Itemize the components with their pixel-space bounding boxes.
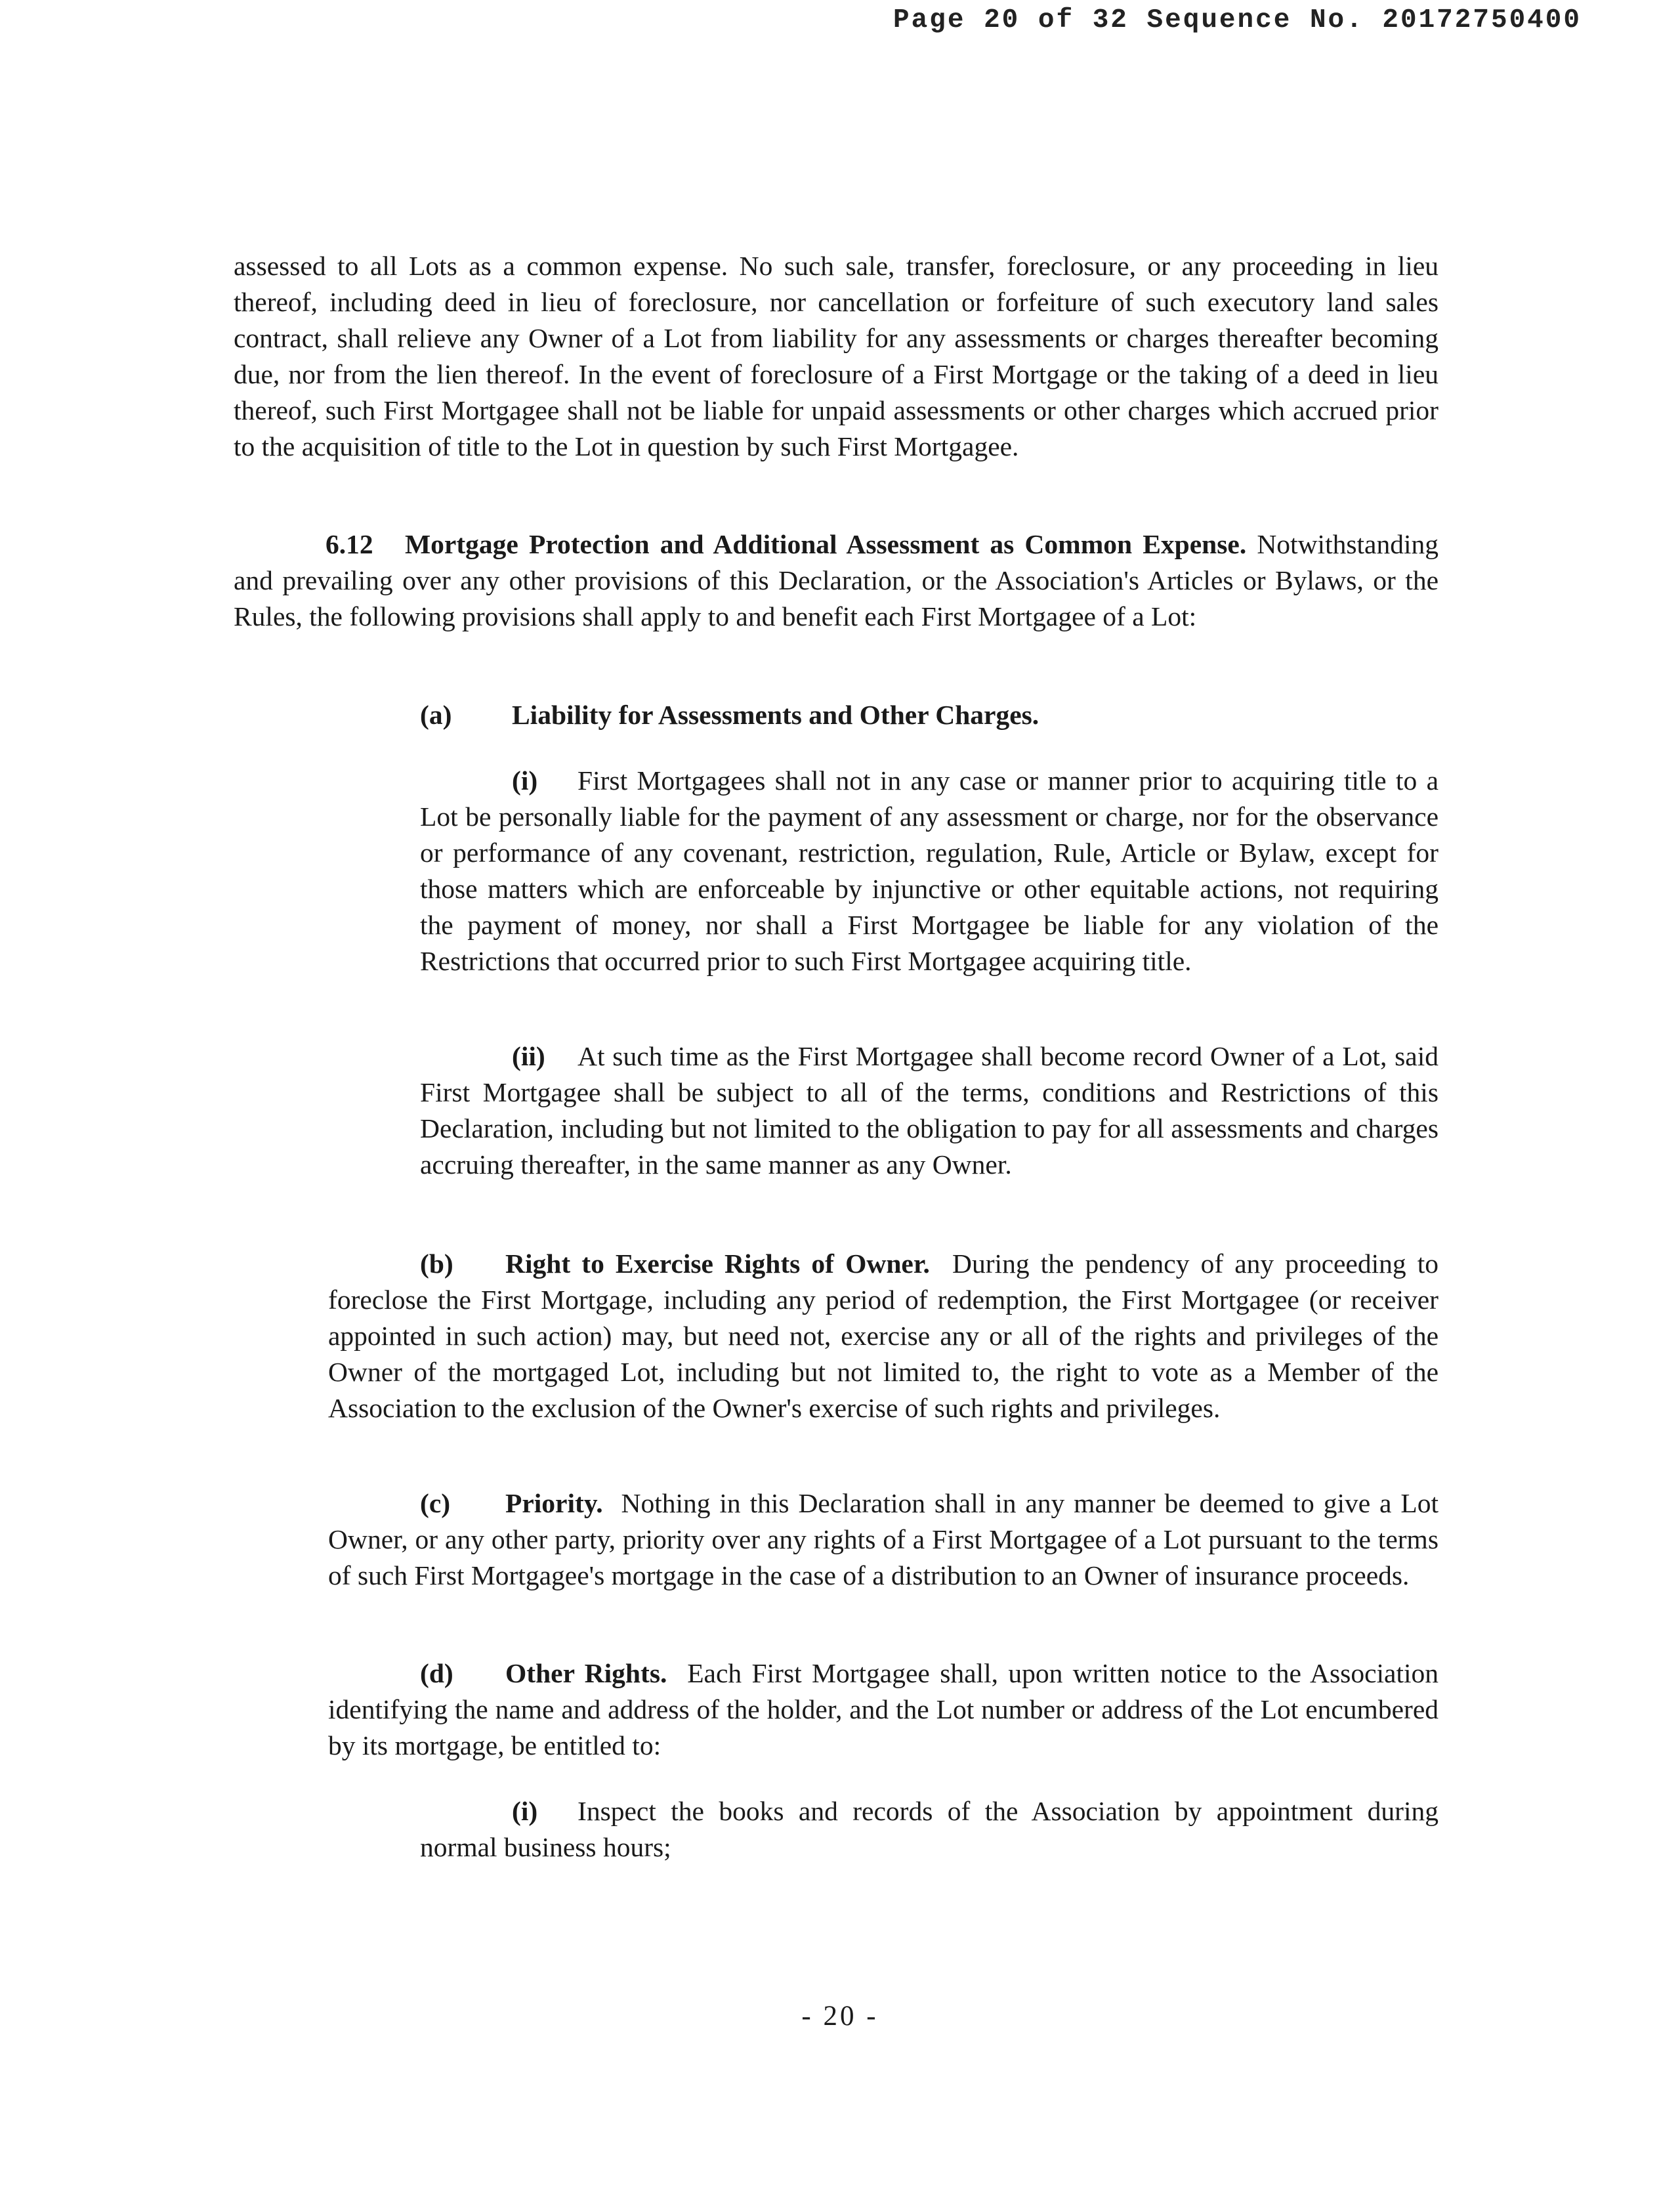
section-6-12 (234, 526, 1438, 635)
subsection-label: (c) (420, 1488, 451, 1518)
item-label: (i) (512, 765, 538, 796)
paragraph-text: assessed to all Lots as a common expense. No such sale, transfer, foreclosure, or any proceeding in lieu thereof, including deed in lieu of foreclosure, nor cancellation or forfeiture of such executory land sales contract, shall relieve any Owner of a Lot from liability for any assessments or charges thereafter becoming due, nor from the lien thereof. In the event of foreclosure of a First Mortgage or the taking of a deed in lieu thereof, such First Mortgagee shall not be liable for unpaid assessments or other charges which accrued prior to the acquisition of title to the Lot in question by such First Mortgagee. (234, 251, 1438, 461)
section-heading: Mortgage Protection and Additional Assessment as Common Expense. (405, 529, 1247, 559)
subsection-heading: Priority. (505, 1488, 603, 1518)
subsection-c (328, 1485, 1438, 1594)
subsection-text: Each First Mortgagee shall, upon written notice to the Association identifying the name and address of the holder, and the Lot number or address of the Lot encumbered by its mortgage, be entitled to: (328, 1658, 1439, 1760)
item-text: At such time as the First Mortgagee shall become record Owner of a Lot, said First Mortgagee shall be subject to all of the terms, conditions and Restrictions of this Declaration, including but not limited to the obligation to pay for all assessments and charges accruing thereafter, in the same manner as any Owner. (420, 1041, 1438, 1180)
item-label: (i) (512, 1796, 538, 1826)
subsection-d-item-i (420, 1793, 1438, 1865)
item-text: Inspect the books and records of the Association by appointment during normal business hours; (420, 1796, 1438, 1862)
page-header: Page 20 of 32 Sequence No. 20172750400 (893, 5, 1582, 35)
subsection-a-item-i (420, 763, 1438, 979)
page-number: - 20 - (801, 2001, 879, 2032)
subsection-a-item-ii (420, 1038, 1438, 1183)
subsection-text: Nothing in this Declaration shall in any manner be deemed to give a Lot Owner, or any other party, priority over any rights of a First Mortgagee of a Lot pursuant to the terms of such First Mortgagee's mortgage in the case of a distribution to an Owner of insurance proceeds. (328, 1488, 1439, 1590)
subsection-b (328, 1246, 1438, 1426)
subsection-heading: Liability for Assessments and Other Charges. (512, 700, 1040, 730)
subsection-label: (d) (420, 1658, 453, 1688)
section-text: Notwithstanding and prevailing over any other provisions of this Declaration, or the Association's Articles or Bylaws, or the Rules, the following provisions shall apply to and benefit each First Mortgagee of a Lot: (234, 529, 1438, 631)
subsection-label: (b) (420, 1248, 453, 1279)
subsection-text: During the pendency of any proceeding to foreclose the First Mortgage, including any period of redemption, the First Mortgagee (or receiver appointed in such action) may, but need not, exercise any or all of the rights and privileges of the Owner of the mortgaged Lot, including but not limited to, the right to vote as a Member of the Association to the exclusion of the Owner's exercise of such rights and privileges. (328, 1248, 1438, 1423)
subsection-heading: Right to Exercise Rights of Owner. (505, 1248, 930, 1279)
item-text: First Mortgagees shall not in any case or manner prior to acquiring title to a Lot be personally liable for the payment of any assessment or charge, nor for the observance or performance of any covenant, restriction, regulation, Rule, Article or Bylaw, except for those matters which are enforceable by injunctive or other equitable actions, not requiring the payment of money, nor shall a First Mortgagee be liable for any violation of the Restrictions that occurred prior to such First Mortgagee acquiring title. (420, 765, 1438, 976)
item-label: (ii) (512, 1041, 545, 1071)
subsection-d (328, 1655, 1438, 1764)
continuation-paragraph (234, 248, 1438, 465)
subsection-a-heading (420, 697, 1438, 733)
subsection-label: (a) (420, 700, 452, 730)
subsection-heading: Other Rights. (505, 1658, 667, 1688)
section-number: 6.12 (326, 529, 373, 559)
